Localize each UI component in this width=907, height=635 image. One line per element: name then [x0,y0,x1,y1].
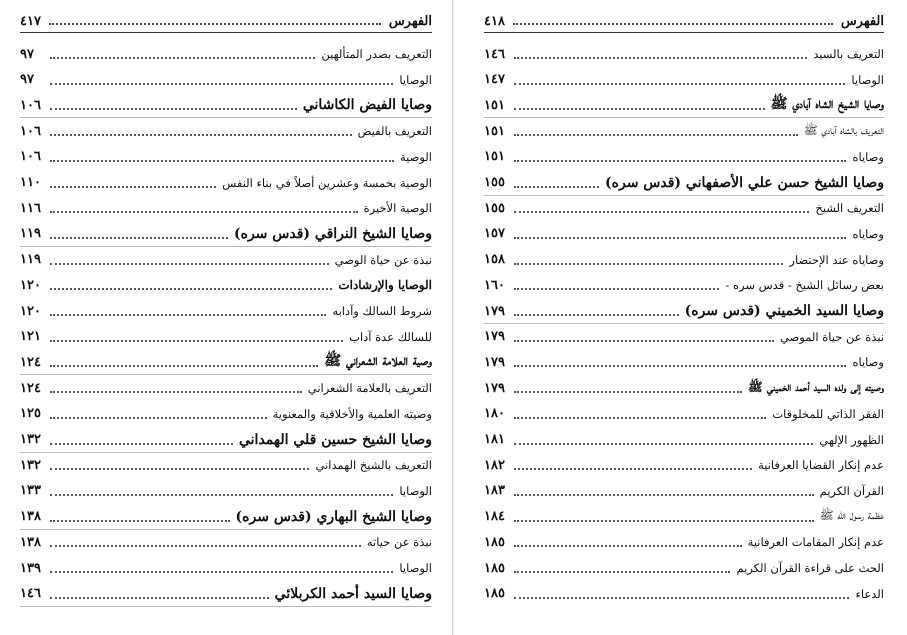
toc-entry-title: وصايا الشيخ الشاه آبادي ﷺ [770,96,884,113]
toc-entry-row [484,556,884,580]
toc-page-number: ١٣٨ [20,509,41,525]
toc-entry-row [20,402,432,426]
toc-entry-title: وصيته إلى ولده السيد أحمد الخميني ﷺ [748,379,884,394]
toc-page-number: ١٢٥ [20,406,41,422]
toc-entry-title: الوصية الأخيرة [363,201,432,216]
toc-entry-row [484,273,884,297]
toc-dot-leader [50,417,267,419]
toc-entry-title: وصايا الفيض الكاشاني [302,97,432,114]
toc-page-number: ١١٦ [20,200,41,216]
toc-dot-leader [50,314,326,316]
toc-dot-leader [50,365,318,367]
toc-entry-title: وصايا الشيخ حسين قلي الهمداني [238,431,432,448]
left-header-leader [49,23,381,25]
toc-dot-leader [514,571,730,573]
toc-section-row [20,93,432,118]
toc-dot-leader [50,494,393,496]
toc-entry-title: وصايا السيد الخميني (قدس سره) [684,303,884,319]
toc-page-number: ١٨٣ [484,483,505,499]
toc-page-number: ١٥٥ [484,175,505,190]
toc-entry-row [484,376,884,400]
toc-entry-row [484,453,884,477]
toc-dot-leader [50,237,228,239]
toc-section-row [20,222,432,247]
toc-page-number: ١٨١ [484,432,505,447]
toc-page-number: ١٨٥ [484,586,505,602]
toc-entry-title: عدم إنكار القضايا العرفانية [758,458,884,473]
toc-entry-title: وصايا السيد أحمد الكربلائي [274,585,432,602]
toc-page-number: ١٥٧ [484,226,505,242]
toc-entry-title: وصاياه [852,355,884,370]
toc-dot-leader [50,391,302,393]
toc-page-number: ١١٩ [20,226,41,242]
right-header-leader [513,23,833,25]
toc-dot-leader [50,108,297,110]
toc-entry-title: بعض رسائل الشيخ - قدس سره - [725,278,884,293]
toc-entry-title: القرآن الكريم [819,483,884,498]
toc-entry-row [484,68,884,92]
toc-entry-row [20,171,432,195]
toc-page-number: ١٠٦ [20,97,41,113]
toc-entry-title: عدم إنكار المقامات العرفانية [747,535,884,550]
toc-dot-leader [514,263,783,265]
toc-entry-row [20,119,432,143]
toc-entry-title: وصية العلامة الشعراني ﷺ [324,353,432,370]
toc-entry-row [484,248,884,272]
right-page [484,0,884,635]
toc-page-number: ١٠٦ [20,149,41,165]
toc-dot-leader [514,494,814,496]
toc-dot-leader [514,365,846,367]
toc-entry-row [484,325,884,349]
toc-section-row [20,428,432,453]
toc-dot-leader [514,108,765,110]
toc-page-number: ١٨٢ [484,457,505,473]
right-header-page-number: ٤١٨ [484,13,505,29]
toc-page-number: ١١٩ [20,252,41,268]
toc-dot-leader [514,443,813,445]
toc-page-number: ١٥١ [484,97,505,113]
toc-entry-row [484,119,884,143]
toc-page-number: ١٥٥ [484,200,505,216]
toc-dot-leader [50,340,343,342]
toc-page-number: ١٦٠ [484,277,505,293]
toc-entry-title: التعريف بالشاه آبادي ﷺ [803,122,884,137]
left-header-title: الفهرس [388,13,432,29]
toc-page-number: ١٣٩ [20,560,41,576]
toc-entry-title: نبذة عن حياة الوصي [334,252,432,267]
toc-entry-row [20,248,432,272]
toc-entry-title: وصايا الشيخ النراقي (قدس سره) [233,225,432,242]
toc-dot-leader [514,160,846,162]
left-header-page-number: ٤١٧ [20,13,41,29]
toc-dot-leader [514,468,752,470]
toc-entry-row [484,505,884,529]
toc-entry-row [484,145,884,169]
toc-entry-row [484,42,884,66]
toc-page-number: ١٥٨ [484,252,505,268]
toc-entry-title: نبذة عن حياته [366,535,432,550]
toc-page-number: ٩٧ [20,72,34,88]
toc-section-row [484,93,884,118]
toc-entry-title: الوصايا [399,483,432,498]
toc-entry-title: التعريف بالشيخ الهمداني [315,458,432,473]
toc-dot-leader [514,57,807,59]
toc-entry-row [484,479,884,503]
toc-page-number: ١٠٦ [20,123,41,139]
toc-section-row [20,350,432,375]
toc-entry-title: الوصايا [399,72,432,87]
toc-entry-title: الوصايا والإرشادات [338,278,432,293]
toc-dot-leader [50,443,233,445]
toc-entry-row [20,376,432,400]
toc-page-number: ١٥١ [484,149,505,165]
toc-page-number: ١٧٩ [484,380,505,396]
toc-dot-leader [514,391,742,393]
toc-dot-leader [514,134,798,136]
toc-entry-row [20,479,432,503]
toc-entry-title: الفقر الذاتي للمخلوقات [772,406,884,421]
right-page-header [484,10,884,33]
toc-dot-leader [514,340,774,342]
toc-entry-row [484,428,884,452]
toc-page-number: ١٣٢ [20,457,41,473]
toc-entry-title: وصايا الشيخ البهاري (قدس سره) [235,508,432,525]
toc-dot-leader [50,83,393,85]
toc-page-number: ١٤٦ [20,586,41,602]
toc-entry-row [20,453,432,477]
toc-section-row [20,505,432,530]
toc-entry-title: وصاياه عند الإحتضار [789,252,884,267]
toc-page-number: ١٨٤ [484,509,505,525]
toc-dot-leader [514,520,814,522]
toc-entry-row [20,68,432,92]
left-page-header [20,10,432,33]
toc-dot-leader [50,160,394,162]
toc-page-number: ١٨٠ [484,406,505,422]
toc-entry-row [484,196,884,220]
toc-entry-title: الدعاء [855,586,884,601]
toc-page-number: ١٢٠ [20,303,41,319]
toc-entry-title: عظمة رسول الله ﷺ [819,508,884,523]
toc-page-number: ١٨٥ [484,560,505,576]
toc-dot-leader [50,545,361,547]
toc-entry-title: وصايا الشيخ حسن علي الأصفهاني (قدس سره) [605,174,884,191]
toc-entry-title: التعريف بالفيض [357,124,432,139]
toc-entry-row [484,530,884,554]
toc-dot-leader [50,134,352,136]
toc-page-number: ١٥١ [484,123,505,139]
toc-dot-leader [514,186,599,188]
toc-page-number: ١٧٩ [484,329,505,345]
toc-entry-title: شروط السالك وآدابه [332,304,432,318]
toc-dot-leader [514,288,719,290]
book-gutter [452,0,454,635]
toc-dot-leader [514,237,846,239]
toc-entry-title: للسالك عدة آداب [349,329,432,344]
toc-entry-title: الوصية بخمسة وعشرين أصلاً في بناء النفس [222,175,432,190]
toc-page-number: ١٢٤ [20,380,41,396]
toc-dot-leader [514,211,809,213]
toc-page-number: ١٤٦ [484,46,505,62]
toc-entry-row [20,325,432,349]
toc-entry-row [484,402,884,426]
toc-dot-leader [50,597,269,599]
toc-entry-title: نبذة عن حياة الموصي [779,329,884,344]
toc-entry-title: الوصايا [399,561,432,575]
toc-page-number: ١٣٢ [20,432,41,447]
toc-dot-leader [514,597,849,599]
toc-dot-leader [50,186,216,188]
toc-entry-title: الحث على قراءة القرآن الكريم [736,561,884,575]
toc-entry-title: الظهور الإلهي [819,432,884,447]
toc-entry-title: وصيته العلمية والأخلاقية والمعنوية [272,406,432,421]
toc-entry-title: التعريف بالعلامة الشعراني [307,381,432,396]
toc-entry-row [20,273,432,297]
toc-entry-row [20,145,432,169]
toc-dot-leader [50,520,230,522]
toc-entry-row [484,582,884,606]
toc-entry-title: وصاياه [852,149,884,164]
toc-dot-leader [514,314,679,316]
toc-entry-title: الوصايا [851,72,884,87]
toc-page-number: ٩٧ [20,46,34,62]
toc-entry-title: التعريف الشيخ [815,201,884,216]
toc-entry-title: التعريف بالسيد [813,47,884,61]
toc-entry-row [20,196,432,220]
toc-entry-row [20,299,432,323]
toc-dot-leader [514,417,766,419]
toc-page-number: ١٣٨ [20,534,41,550]
toc-dot-leader [50,57,315,59]
left-page [20,0,432,635]
toc-page-number: ١٧٩ [484,354,505,370]
toc-dot-leader [50,468,309,470]
toc-page-number: ١٣٣ [20,483,41,499]
toc-page-number: ١٨٥ [484,534,505,550]
toc-entry-title: التعريف بصدر المتألهين [321,47,432,61]
toc-dot-leader [50,571,393,573]
toc-section-row [20,582,432,607]
toc-entry-row [20,530,432,554]
toc-dot-leader [514,83,845,85]
toc-entry-row [484,222,884,246]
toc-entry-row [20,556,432,580]
toc-dot-leader [50,288,332,290]
toc-page-number: ١١٠ [20,175,41,190]
toc-page-number: ١٧٩ [484,303,505,319]
toc-section-row [484,299,884,324]
toc-entry-row [484,350,884,374]
toc-dot-leader [50,211,358,213]
toc-page-number: ١٢١ [20,329,41,345]
toc-entry-title: وصاياه [852,226,884,241]
toc-entry-row [20,42,432,66]
toc-dot-leader [50,263,329,265]
toc-page-number: ١٢٤ [20,354,41,370]
toc-page-number: ١٤٧ [484,72,505,88]
toc-section-row [484,171,884,196]
toc-entry-title: الوصية [399,149,432,164]
right-header-title: الفهرس [840,13,884,29]
toc-page-number: ١٢٠ [20,277,41,293]
toc-dot-leader [514,545,742,547]
